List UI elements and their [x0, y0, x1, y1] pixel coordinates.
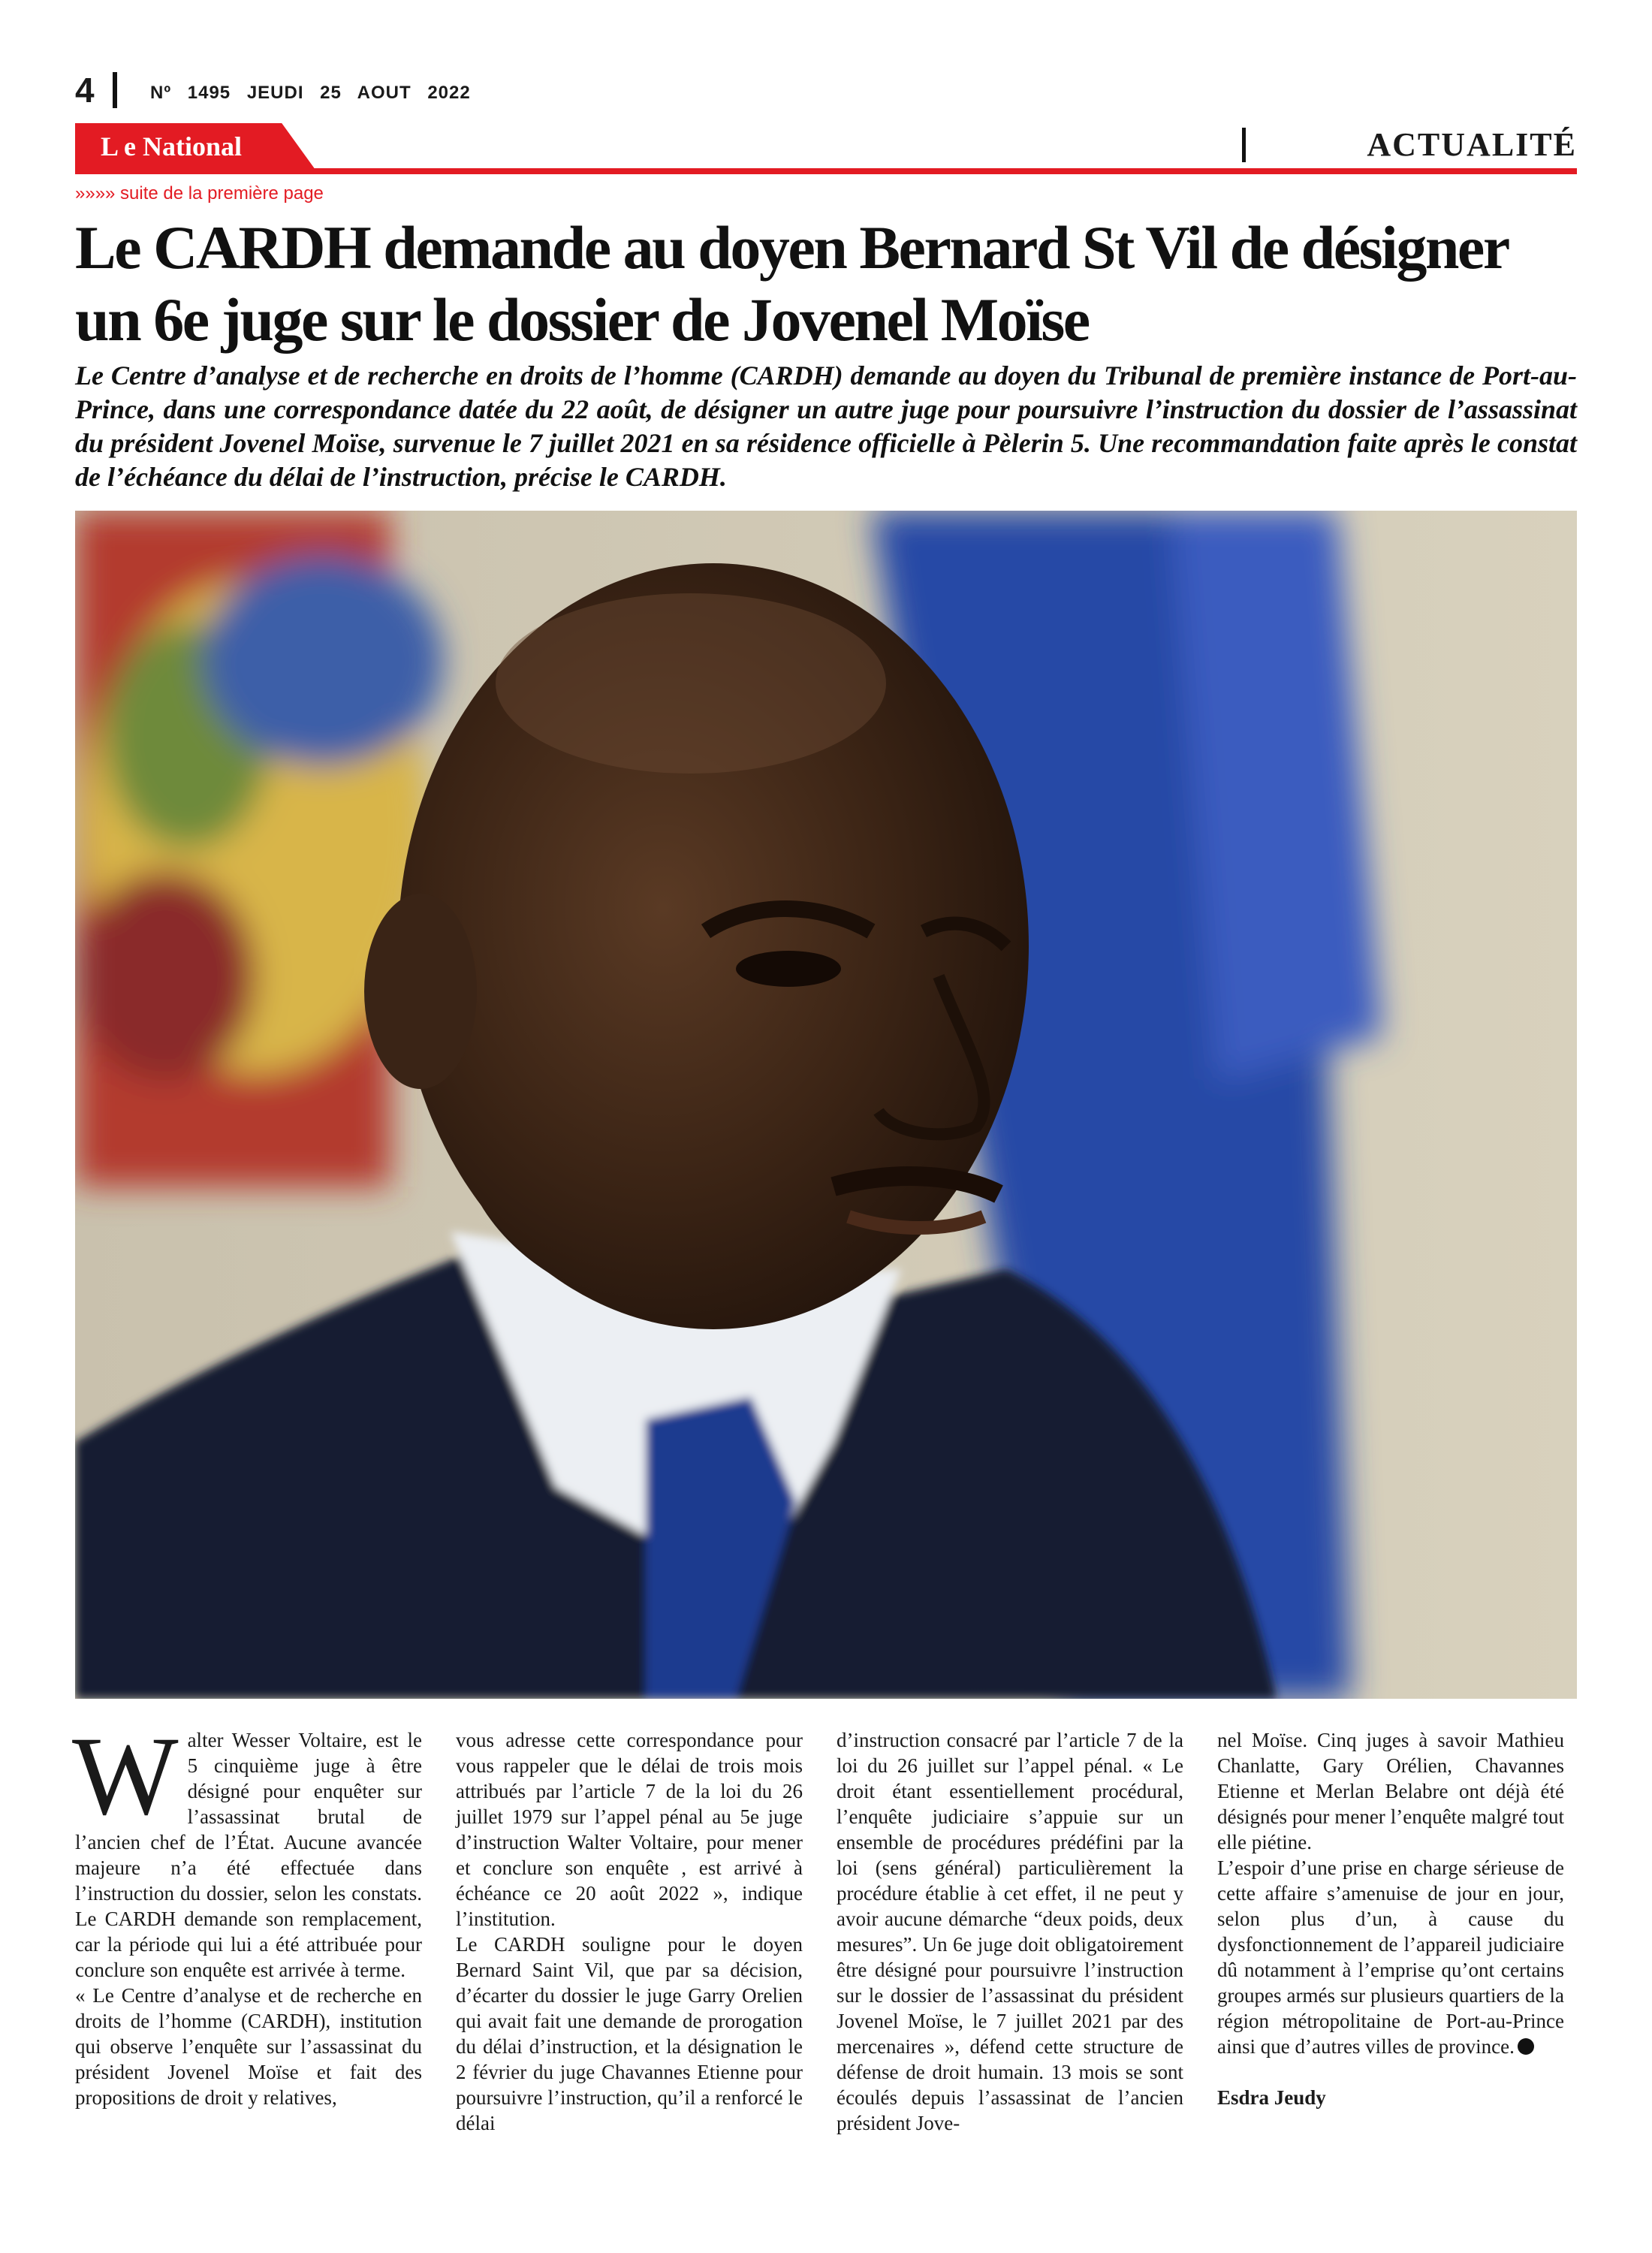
body-paragraph: nel Moïse. Cinq juges à savoir Mathieu Chanlatte, Gary Orélien, Chavannes Etienne et Merlan Belabre ont déjà été désignés pour mener l’enquête malgré tout elle piétine. [1217, 1729, 1564, 1853]
drop-cap: W [72, 1714, 179, 1838]
article-column-3 [837, 1727, 1183, 2136]
headline: Le CARDH demande au doyen Bernard St Vil de désigner un 6e juge sur le dossier de Jovenel Moïse [75, 213, 1508, 354]
byline: Esdra Jeudy [1217, 2086, 1326, 2109]
end-mark-icon [1518, 2038, 1534, 2055]
portrait-illustration [75, 511, 1577, 1699]
article-photo [75, 511, 1577, 1699]
body-paragraph: d’instruction consacré par l’article 7 de la loi du 26 juillet sur l’appel pénal. « Le droit étant essentiellement procédural, l’enquête judiciaire s’appuie sur un ensemble de procédures prédéfini par la loi (sens général) particulièrement la procédure établie à cet effet, il ne peut y avoir aucune démarche “deux poids, deux mesures”. Un 6e juge doit obligatoirement être désigné pour poursuivre l’instruction sur le dossier de l’assassinat du président Jovenel Moïse, le 7 juillet 2021 par des mercenaires », défend cette structure de défense de droit humain. 13 mois se sont écoulés depuis l’assassinat de l’ancien président Jove- [837, 1729, 1183, 2134]
body-text: L’espoir d’une prise en charge sérieuse de cette affaire s’amenuise de jour en jour, selon plus d’un, à cause du dysfonctionnement de l’appareil judiciaire dû notamment à l’emprise qu’ont certains groupes armés sur plusieurs quartiers de la région métropolitaine de Port-au-Prince ainsi que d’autres villes de province. [1217, 1856, 1564, 2058]
body-paragraph: Le CARDH souligne pour le doyen Bernard Saint Vil, que par sa décision, d’écarter du dossier le juge Garry Orelien qui avait fait une demande de prorogation du délai d’instruction, et la désignation le 2 février du juge Chavannes Etienne pour poursuivre l’instruction, qu’il a renforcé le délai [456, 1933, 803, 2134]
issue-info: Nº 1495 JEUDI 25 AOUT 2022 [150, 83, 471, 103]
section-divider [1242, 128, 1246, 162]
body-paragraph-final [1217, 1855, 1564, 2059]
body-paragraph: alter Wesser Voltaire, est le 5 cinquième juge à être désigné pour enquêter sur l’assassinat brutal de l’ancien chef de l’État. Aucune avancée majeure n’a été effectuée dans l’instruction du dossier, selon les constats. Le CARDH demande son remplacement, car la période qui lui a été attribuée pour conclure son enquête est arrivée à terme. [75, 1729, 422, 1981]
body-paragraph: vous adresse cette correspondance pour vous rappeler que le délai de trois mois attribués par l’article 7 de la loi du 26 juillet 1979 sur l’appel pénal au 5e juge d’instruction Walter Voltaire, pour mener et conclure son enquête , est arrivé à échéance ce 20 août 2022 », indique l’institution. [456, 1729, 803, 1930]
article-column-4 [1217, 1727, 1564, 2110]
body-paragraph: « Le Centre d’analyse et de recherche en droits de l’homme (CARDH), institution qui observe l’enquête sur l’assassinat du président Jovenel Moïse et fait des propositions de droit y relatives, [75, 1984, 422, 2109]
masthead-rule [75, 168, 1577, 174]
continuation-note: »»»» suite de la première page [75, 183, 324, 204]
page-number: 4 [75, 71, 95, 110]
folio-divider [113, 72, 117, 108]
article-column-1 [72, 1714, 422, 2110]
brand-name: L e National [101, 131, 243, 161]
lede: Le Centre d’analyse et de recherche en droits de l’homme (CARDH) demande au doyen du Tribunal de première instance de Port-au-Prince, dans une correspondance datée du 22 août, de désigner un autre juge pour poursuivre l’instruction du dossier de l’assassinat du président Jovenel Moïse, survenue le 7 juillet 2021 en sa résidence officielle à Pèlerin 5. Une recommandation faite après le constat de l’échéance du délai de l’instruction, précise le CARDH. [75, 360, 1577, 492]
section-label: ACTUALITÉ [1367, 126, 1577, 163]
article-column-2 [456, 1727, 803, 2136]
